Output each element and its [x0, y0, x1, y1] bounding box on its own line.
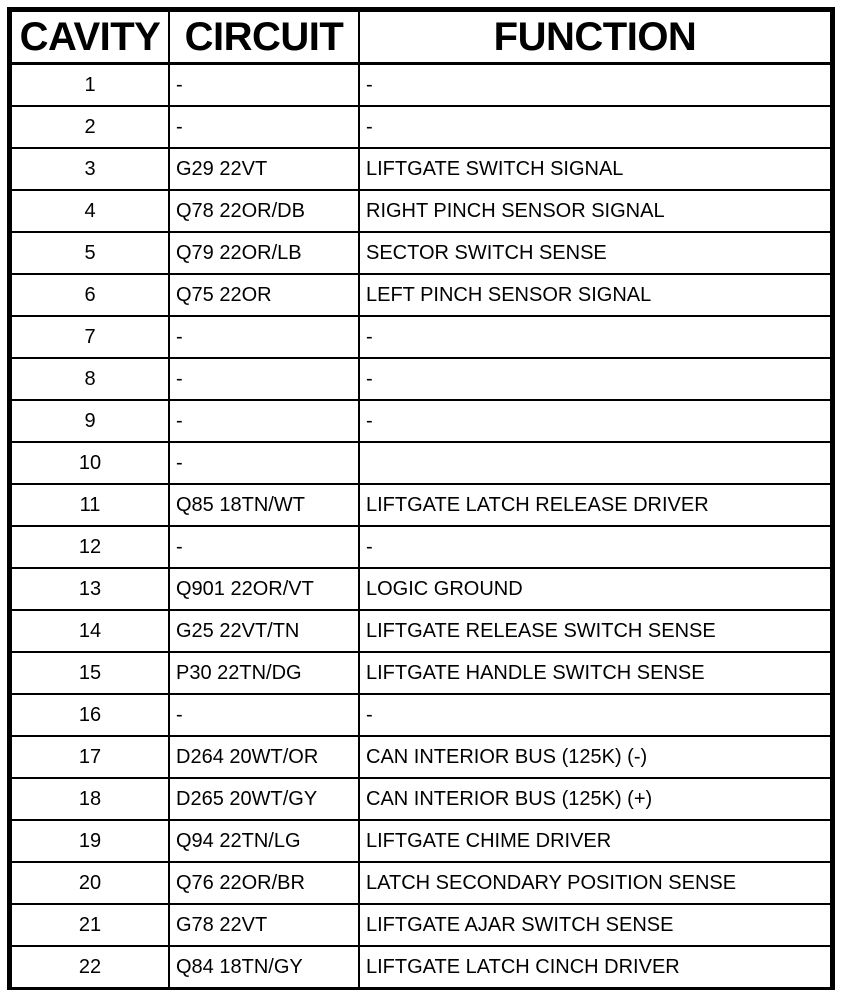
function-cell: LEFT PINCH SENSOR SIGNAL [359, 274, 831, 316]
cavity-cell: 15 [11, 652, 169, 694]
function-cell: LOGIC GROUND [359, 568, 831, 610]
table-row [11, 946, 831, 988]
table-row [11, 64, 831, 107]
circuit-cell: - [169, 358, 359, 400]
function-cell: - [359, 694, 831, 736]
table-row [11, 106, 831, 148]
table-row [11, 442, 831, 484]
circuit-cell: Q78 22OR/DB [169, 190, 359, 232]
function-cell: LIFTGATE CHIME DRIVER [359, 820, 831, 862]
circuit-cell: - [169, 316, 359, 358]
function-cell: LIFTGATE LATCH RELEASE DRIVER [359, 484, 831, 526]
circuit-cell: - [169, 64, 359, 107]
circuit-cell: - [169, 526, 359, 568]
cavity-cell: 9 [11, 400, 169, 442]
circuit-cell: Q94 22TN/LG [169, 820, 359, 862]
table-row [11, 484, 831, 526]
connector-pinout-table-frame [7, 7, 835, 990]
function-cell: SECTOR SWITCH SENSE [359, 232, 831, 274]
function-cell: - [359, 400, 831, 442]
function-cell: - [359, 526, 831, 568]
circuit-cell: - [169, 442, 359, 484]
function-cell: CAN INTERIOR BUS (125K) (-) [359, 736, 831, 778]
function-cell: LIFTGATE AJAR SWITCH SENSE [359, 904, 831, 946]
circuit-cell: Q75 22OR [169, 274, 359, 316]
cavity-cell: 20 [11, 862, 169, 904]
cavity-cell: 13 [11, 568, 169, 610]
cavity-cell: 7 [11, 316, 169, 358]
table-row [11, 316, 831, 358]
circuit-cell: Q84 18TN/GY [169, 946, 359, 988]
circuit-cell: G78 22VT [169, 904, 359, 946]
table-row [11, 400, 831, 442]
cavity-cell: 22 [11, 946, 169, 988]
connector-pinout-table [10, 10, 832, 989]
table-row [11, 358, 831, 400]
circuit-cell: Q79 22OR/LB [169, 232, 359, 274]
table-row [11, 190, 831, 232]
circuit-cell: P30 22TN/DG [169, 652, 359, 694]
circuit-cell: - [169, 694, 359, 736]
table-row [11, 694, 831, 736]
function-cell: CAN INTERIOR BUS (125K) (+) [359, 778, 831, 820]
function-cell: - [359, 64, 831, 107]
cavity-cell: 8 [11, 358, 169, 400]
function-cell: LIFTGATE SWITCH SIGNAL [359, 148, 831, 190]
function-cell: LIFTGATE HANDLE SWITCH SENSE [359, 652, 831, 694]
cavity-cell: 17 [11, 736, 169, 778]
function-cell: LATCH SECONDARY POSITION SENSE [359, 862, 831, 904]
circuit-cell: - [169, 106, 359, 148]
function-cell: LIFTGATE LATCH CINCH DRIVER [359, 946, 831, 988]
cavity-cell: 12 [11, 526, 169, 568]
table-row [11, 778, 831, 820]
function-cell [359, 442, 831, 484]
table-row [11, 526, 831, 568]
circuit-cell: D264 20WT/OR [169, 736, 359, 778]
table-row [11, 568, 831, 610]
cavity-cell: 19 [11, 820, 169, 862]
function-cell: LIFTGATE RELEASE SWITCH SENSE [359, 610, 831, 652]
table-row [11, 148, 831, 190]
function-cell: - [359, 106, 831, 148]
cavity-cell: 3 [11, 148, 169, 190]
cavity-cell: 4 [11, 190, 169, 232]
table-row [11, 736, 831, 778]
function-cell: RIGHT PINCH SENSOR SIGNAL [359, 190, 831, 232]
cavity-cell: 1 [11, 64, 169, 107]
header-circuit: CIRCUIT [169, 11, 359, 64]
header-row [11, 11, 831, 64]
function-cell: - [359, 358, 831, 400]
table-row [11, 820, 831, 862]
cavity-cell: 6 [11, 274, 169, 316]
circuit-cell: Q76 22OR/BR [169, 862, 359, 904]
table-row [11, 652, 831, 694]
table-row [11, 610, 831, 652]
table-row [11, 232, 831, 274]
cavity-cell: 18 [11, 778, 169, 820]
circuit-cell: G25 22VT/TN [169, 610, 359, 652]
circuit-cell: Q85 18TN/WT [169, 484, 359, 526]
cavity-cell: 2 [11, 106, 169, 148]
cavity-cell: 16 [11, 694, 169, 736]
table-row [11, 862, 831, 904]
function-cell: - [359, 316, 831, 358]
cavity-cell: 14 [11, 610, 169, 652]
circuit-cell: G29 22VT [169, 148, 359, 190]
header-function: FUNCTION [359, 11, 831, 64]
header-cavity: CAVITY [11, 11, 169, 64]
table-row [11, 274, 831, 316]
cavity-cell: 5 [11, 232, 169, 274]
cavity-cell: 21 [11, 904, 169, 946]
circuit-cell: - [169, 400, 359, 442]
circuit-cell: Q901 22OR/VT [169, 568, 359, 610]
cavity-cell: 10 [11, 442, 169, 484]
circuit-cell: D265 20WT/GY [169, 778, 359, 820]
table-row [11, 904, 831, 946]
cavity-cell: 11 [11, 484, 169, 526]
